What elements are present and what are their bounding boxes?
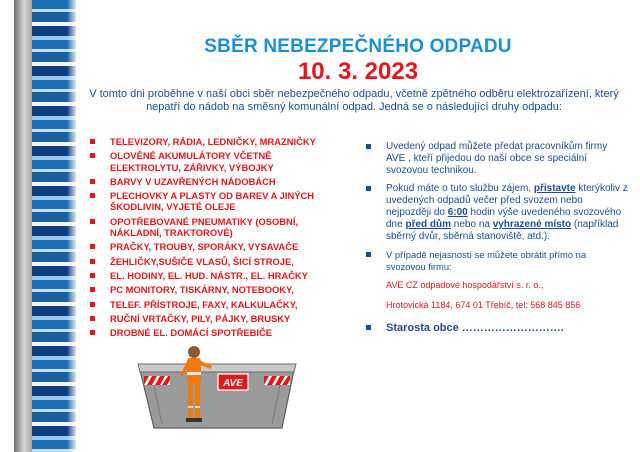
info-item-contact (366, 249, 628, 272)
waste-item: OPOTŘEBOVANÉ PNEUMATIKY (OSOBNÍ, NÁKLADNÍ, TRAKTOROVÉ) (90, 216, 340, 239)
instructions-text-5: (například sběrný dvůr, sběrná stanoviště, atd.). (386, 219, 619, 242)
instructions-text-4: nebo na (451, 219, 493, 230)
intro-paragraph: V tomto dni proběhne v naší obci sběr nebezpečného odpadu, včetně zpětného odběru elektrozařízení, který nepatří do nádob na směsný komunální odpad. Jedná se o následující druhy odpadu: (89, 88, 619, 113)
waste-item: BARVY V UZAVŘENÝCH NÁDOBÁCH (90, 176, 340, 187)
company-contact (386, 280, 630, 320)
instructions-emphasis-time: 6:00 (447, 207, 468, 218)
waste-type-list (90, 136, 340, 341)
warning-stripes-right (264, 376, 290, 385)
waste-container-illustration (132, 336, 302, 436)
mayor-signature: Starosta obce ………………………. (366, 322, 628, 334)
waste-item: TELEF. PŘÍSTROJE, FAXY, KALKULAČKY, (90, 299, 340, 310)
instructions-text-2: kterýkoliv z uvedených odpadů večer před svozem nebo nejpozději do (386, 183, 628, 218)
info-list (366, 141, 628, 275)
warning-stripes-left (144, 376, 170, 385)
collection-date: 10. 3. 2023 (297, 58, 419, 85)
ave-logo-text: AVE (223, 378, 243, 389)
instructions-text-3: hodin výše uvedeného svozového dne (386, 207, 622, 230)
company-name: AVE CZ odpadové hospodářství s. r. o., (386, 280, 544, 290)
info-item-instructions (366, 183, 628, 243)
page-title: SBĚR NEBEZPEČNÉHO ODPADU (204, 36, 512, 57)
waste-item: DROBNÉ EL. DOMÁCÍ SPOTŘEBIČE (90, 327, 340, 338)
waste-item: RUČNÍ VRTAČKY, PILY, PÁJKY, BRUSKY (90, 313, 340, 324)
waste-item: TELEVIZORY, RÁDIA, LEDNIČKY, MRAZNIČKY (90, 136, 340, 147)
waste-item: PC MONITORY, TISKÁRNY, NOTEBOOKY, (90, 284, 340, 295)
container-rim (138, 364, 296, 372)
contact-text: V případě nejasností se můžete obrátit přímo na svozovou firmu: (386, 249, 587, 272)
waste-item: ŽEHLIČKY,SUŠIČE VLASŮ, ŠICÍ STROJE, (90, 256, 340, 267)
decorative-stripe-border (14, 0, 76, 452)
instructions-emphasis-site: vyhrazené místo (492, 219, 572, 230)
waste-item: EL. HODINY, EL. HUD. NÁSTR., EL. HRAČKY (90, 270, 340, 281)
waste-item: PLECHOVKY A PLASTY OD BAREV A JINÝCH ŠKODLIVIN, VYJETÉ OLEJE (90, 190, 340, 213)
instructions-emphasis-house: před dům (405, 219, 452, 230)
signature-list (366, 322, 628, 340)
instructions-emphasis-place: přistavte (533, 183, 576, 194)
waste-item: PRAČKY, TROUBY, SPORÁKY, VYSAVAČE (90, 241, 340, 252)
instructions-text-1: Pokud máte o tuto službu zájem, (386, 183, 534, 194)
info-item-handover: Uvedený odpad můžete předat pracovníkům firmy AVE , kteří přijedou do naší obce se speciální svozovou technikou. (366, 141, 628, 177)
waste-item: OLOVĚNÉ AKUMULÁTORY VČETNĚ ELEKTROLYTU, ZÁŘIVKY, VÝBOJKY (90, 150, 340, 173)
company-address: Hrotovická 1184, 674 01 Třebíč, tel: 568 845 856 (386, 300, 581, 310)
